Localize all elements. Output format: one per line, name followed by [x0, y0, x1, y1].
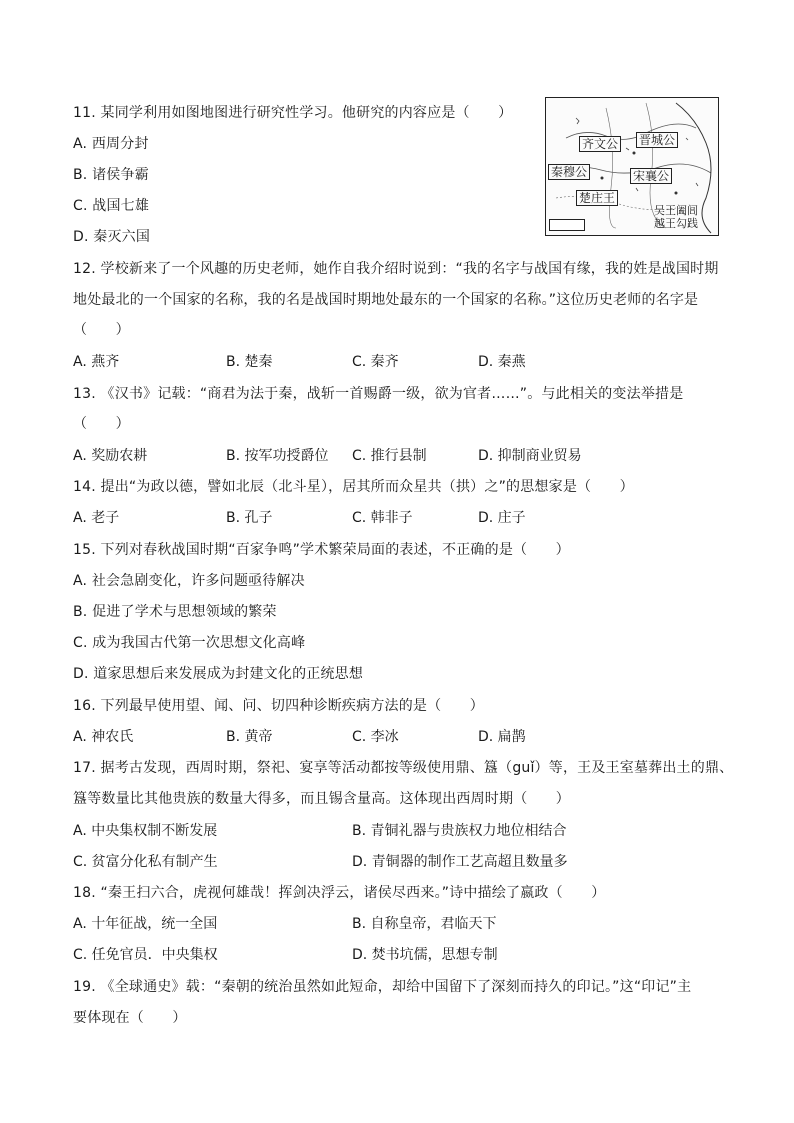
map-legend — [549, 219, 585, 231]
question-15-stem: 15. 下列对春秋战国时期“百家争鸣”学术繁荣局面的表述，不正确的是（ ） — [73, 542, 570, 558]
spring-autumn-hegemons-map — [545, 97, 719, 236]
question-13-stem-line1: 13. 《汉书》记载：“商君为法于秦，战斩一首赐爵一级，欲为官者……”。与此相关的变法举措是 — [73, 386, 684, 402]
question-16-stem: 16. 下列最早使用望、闻、问、切四种诊断疾病方法的是（ ） — [73, 698, 484, 714]
q17-option-b[interactable]: B. 青铜礼器与贵族权力地位相结合 — [352, 823, 567, 839]
q11-option-b[interactable]: B. 诸侯争霸 — [73, 167, 149, 183]
q16-option-b[interactable]: B. 黄帝 — [226, 729, 273, 745]
map-label-wu: 吴王阖闾 — [654, 204, 698, 217]
question-12-stem-line1: 12. 学校新来了一个风趣的历史老师，她作自我介绍时说到：“我的名字与战国有缘，我的姓是战国时期 — [73, 261, 719, 277]
question-18-stem: 18. “秦王扫六合，虎视何雄哉！挥剑决浮云，诸侯尽西来。”诗中描绘了嬴政（ ） — [73, 885, 606, 901]
q11-option-a[interactable]: A. 西周分封 — [73, 136, 149, 152]
q14-option-b[interactable]: B. 孔子 — [226, 510, 273, 526]
question-17-stem-line1: 17. 据考古发现，西周时期，祭祀、宴享等活动都按等级使用鼎、簋（guǐ）等，王及王室墓葬出土的鼎、 — [73, 760, 734, 776]
question-17-stem-line2: 簋等数量比其他贵族的数量大得多，而且锡含量高。这体现出西周时期（ ） — [73, 791, 570, 807]
q14-option-d[interactable]: D. 庄子 — [478, 510, 526, 526]
map-label-qin: 秦穆公 — [548, 164, 590, 180]
q11-option-d[interactable]: D. 秦灭六国 — [73, 229, 151, 245]
q16-option-c[interactable]: C. 李冰 — [352, 729, 399, 745]
q15-option-d[interactable]: D. 道家思想后来发展成为封建文化的正统思想 — [73, 666, 364, 682]
question-19-stem-line2: 要体现在（ ） — [73, 1010, 187, 1026]
q17-option-d[interactable]: D. 青铜器的制作工艺高超且数量多 — [352, 854, 568, 870]
q17-option-a[interactable]: A. 中央集权制不断发展 — [73, 823, 218, 839]
q14-option-a[interactable]: A. 老子 — [73, 510, 120, 526]
q18-option-b[interactable]: B. 自称皇帝，君临天下 — [352, 916, 497, 932]
q14-option-c[interactable]: C. 韩非子 — [352, 510, 413, 526]
map-label-chu: 楚庄王 — [576, 190, 618, 206]
q15-option-a[interactable]: A. 社会急剧变化，许多问题亟待解决 — [73, 573, 305, 589]
question-13-stem-line2: （ ） — [73, 416, 130, 432]
q13-option-d[interactable]: D. 抑制商业贸易 — [478, 448, 582, 464]
q17-option-c[interactable]: C. 贫富分化私有制产生 — [73, 854, 218, 870]
question-12-stem-line2: 地处最北的一个国家的名称，我的名是战国时期地处最东的一个国家的名称。”这位历史老师的名字是 — [73, 292, 699, 308]
q13-option-c[interactable]: C. 推行县制 — [352, 448, 427, 464]
question-11-stem: 11. 某同学利用如图地图进行研究性学习。他研究的内容应是（ ） — [73, 105, 513, 121]
q18-option-c[interactable]: C. 任免官员．中央集权 — [73, 947, 218, 963]
map-label-jin: 晋城公 — [636, 132, 678, 148]
q15-option-b[interactable]: B. 促进了学术与思想领域的繁荣 — [73, 604, 277, 620]
q13-option-b[interactable]: B. 按军功授爵位 — [226, 448, 329, 464]
question-14-stem: 14. 提出“为政以德，譬如北辰（北斗星），居其所而众星共（拱）之”的思想家是（ ） — [73, 479, 634, 495]
q16-option-a[interactable]: A. 神农氏 — [73, 729, 134, 745]
q11-option-c[interactable]: C. 战国七雄 — [73, 198, 150, 214]
q18-option-d[interactable]: D. 焚书坑儒，思想专制 — [352, 947, 498, 963]
q12-option-b[interactable]: B. 楚秦 — [226, 354, 273, 370]
q12-option-c[interactable]: C. 秦齐 — [352, 354, 399, 370]
q18-option-a[interactable]: A. 十年征战，统一全国 — [73, 916, 218, 932]
q12-option-d[interactable]: D. 秦燕 — [478, 354, 526, 370]
question-19-stem-line1: 19. 《全球通史》载：“秦朝的统治虽然如此短命，却给中国留下了深刻而持久的印记。”这“印记”主 — [73, 979, 692, 995]
q16-option-d[interactable]: D. 扁鹊 — [478, 729, 526, 745]
q15-option-c[interactable]: C. 成为我国古代第一次思想文化高峰 — [73, 635, 306, 651]
q13-option-a[interactable]: A. 奖励农耕 — [73, 448, 148, 464]
map-label-qi: 齐文公 — [579, 136, 621, 152]
question-12-stem-line3: （ ） — [73, 322, 130, 338]
map-label-yue: 越王勾践 — [654, 217, 698, 230]
q12-option-a[interactable]: A. 燕齐 — [73, 354, 120, 370]
map-label-song: 宋襄公 — [630, 168, 672, 184]
